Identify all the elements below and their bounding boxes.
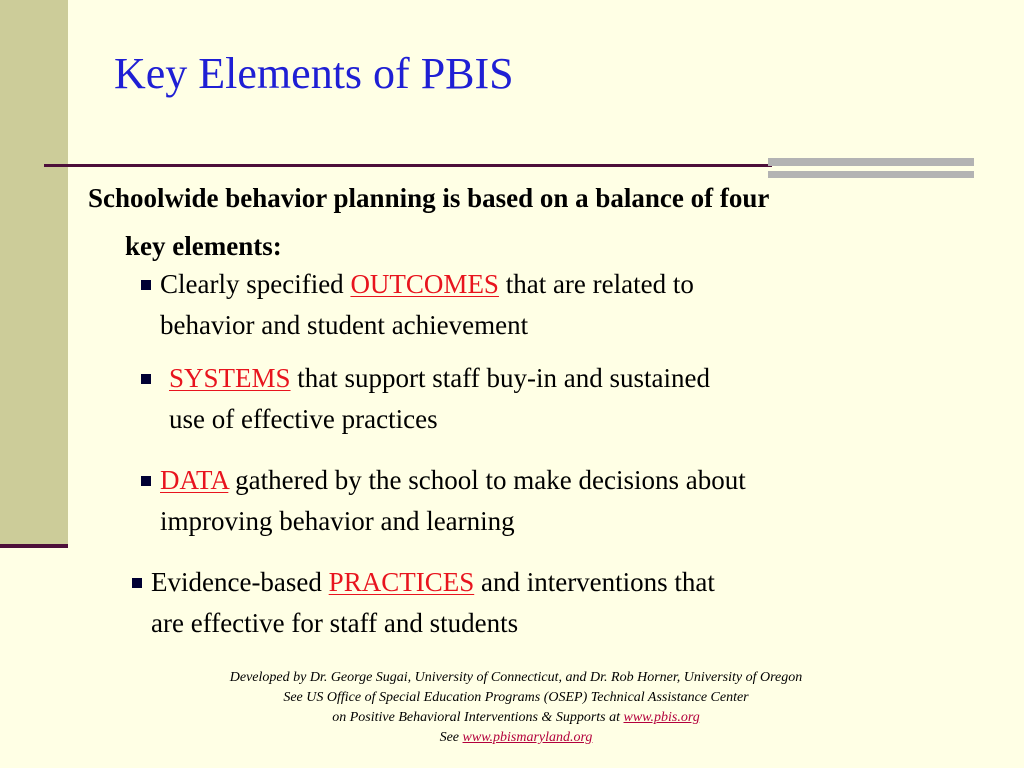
bullet-line-1 — [160, 460, 746, 501]
footer-line-2: See US Office of Special Education Programs (OSEP) Technical Assistance Center — [283, 690, 749, 705]
key-term-systems: SYSTEMS — [169, 363, 291, 393]
pbis-link[interactable]: www.pbis.org — [623, 710, 700, 725]
bullet-data — [141, 460, 746, 542]
title-divider — [44, 164, 772, 167]
bullet-line-1 — [169, 358, 710, 399]
slide-title: Key Elements of PBIS — [114, 49, 514, 98]
bullet-text-after: gathered by the school to make decisions about — [228, 465, 746, 495]
intro-line-2: key elements: — [125, 231, 282, 261]
bullet-text — [160, 264, 694, 346]
credits-footer — [0, 668, 1024, 748]
bullet-line-2: behavior and student achievement — [160, 310, 529, 340]
left-sidebar — [0, 0, 68, 548]
footer-line-3 — [0, 708, 1024, 728]
bullet-text-after: that are related to — [498, 269, 694, 299]
key-term-practices: PRACTICES — [328, 567, 475, 597]
bullet-text — [160, 358, 710, 440]
key-term-outcomes: OUTCOMES — [350, 269, 499, 299]
bullet-text — [151, 562, 715, 644]
pbismaryland-link[interactable]: www.pbismaryland.org — [462, 730, 593, 745]
bullet-text-before: Evidence-based — [151, 567, 329, 597]
bullet-line-2: are effective for staff and students — [151, 608, 519, 638]
bullet-systems — [141, 358, 710, 440]
bullet-text-before: Clearly specified — [160, 269, 351, 299]
bullet-line-2: use of effective practices — [169, 404, 438, 434]
bullet-practices — [132, 562, 715, 644]
footer-line-4 — [0, 728, 1024, 748]
square-bullet-icon — [141, 280, 151, 290]
square-bullet-icon — [141, 374, 151, 384]
key-term-data: DATA — [160, 465, 229, 495]
bullet-text — [160, 460, 746, 542]
bullet-line-1 — [151, 562, 715, 603]
bullet-text-after: and interventions that — [474, 567, 715, 597]
footer-line-1: Developed by Dr. George Sugai, University of Connecticut, and Dr. Rob Horner, University of Oregon — [229, 670, 803, 685]
intro-text — [88, 174, 988, 270]
intro-line-1: Schoolwide behavior planning is based on a balance of four — [88, 183, 770, 213]
title-tab-upper — [768, 158, 974, 166]
square-bullet-icon — [141, 476, 151, 486]
bullet-line-2: improving behavior and learning — [160, 506, 515, 536]
square-bullet-icon — [132, 578, 142, 588]
bullet-outcomes — [141, 264, 694, 346]
footer-line-3-text: on Positive Behavioral Interventions & Supports at — [332, 710, 624, 725]
bullet-line-1 — [160, 264, 694, 305]
bullet-text-after: that support staff buy-in and sustained — [290, 363, 710, 393]
sidebar-accent-rule — [0, 544, 68, 548]
footer-line-4-text: See — [439, 730, 463, 745]
